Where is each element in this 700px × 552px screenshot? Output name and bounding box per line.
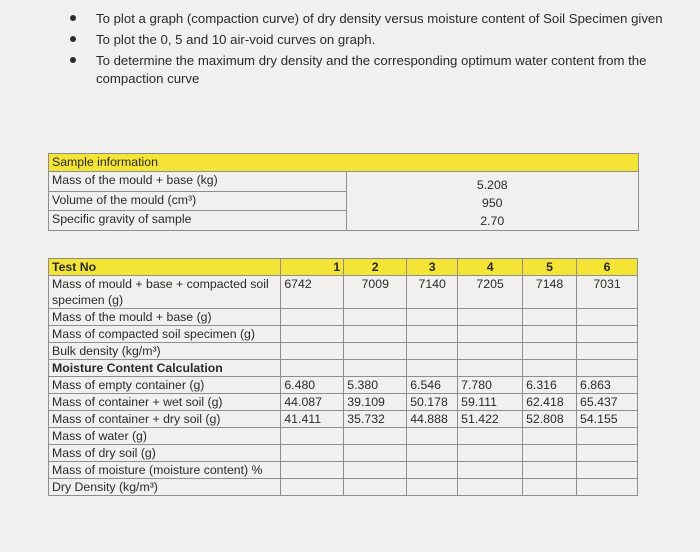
sample-value: 5.208 — [476, 178, 508, 192]
row-label: Bulk density (kg/m³) — [49, 343, 281, 360]
section-heading: Moisture Content Calculation — [49, 360, 281, 377]
row-label: Mass of moisture (moisture content) % — [49, 462, 281, 479]
test-number: 4 — [458, 259, 523, 276]
row-label: Mass of empty container (g) — [49, 377, 281, 394]
table-cell: 6.316 — [523, 377, 577, 394]
bullet-dot-icon — [70, 36, 76, 42]
row-label: Mass of compacted soil specimen (g) — [49, 326, 281, 343]
table-cell: 39.109 — [344, 394, 407, 411]
sample-label: Volume of the mould (cm³) — [49, 191, 347, 211]
sample-value: 950 — [481, 196, 503, 210]
sample-values-cell — [346, 172, 639, 231]
row-label: Mass of water (g) — [49, 428, 281, 445]
sample-header: Sample information — [49, 154, 639, 172]
objective-text: To determine the maximum dry density and the corresponding optimum water content from the compaction curve — [96, 53, 647, 86]
table-cell: 44.888 — [407, 411, 458, 428]
row-label: Mass of mould + base + compacted soil specimen (g) — [49, 276, 281, 309]
objective-text: To plot the 0, 5 and 10 air-void curves on graph. — [96, 32, 376, 47]
row-label: Dry Density (kg/m³) — [49, 479, 281, 496]
table-cell: 7205 — [458, 276, 523, 309]
table-cell: 65.437 — [577, 394, 638, 411]
bullet-dot-icon — [70, 15, 76, 21]
table-cell: 41.411 — [281, 411, 344, 428]
table-cell: 52.808 — [523, 411, 577, 428]
test-no-label: Test No — [49, 259, 281, 276]
row-label: Mass of container + dry soil (g) — [49, 411, 281, 428]
table-cell: 6.546 — [407, 377, 458, 394]
objective-item — [66, 31, 666, 49]
table-cell: 51.422 — [458, 411, 523, 428]
sample-label: Specific gravity of sample — [49, 211, 347, 231]
row-label: Mass of the mould + base (g) — [49, 309, 281, 326]
table-cell: 7009 — [344, 276, 407, 309]
table-cell: 6742 — [281, 276, 344, 309]
table-cell: 6.480 — [281, 377, 344, 394]
row-label: Mass of dry soil (g) — [49, 445, 281, 462]
test-number: 2 — [344, 259, 407, 276]
table-cell: 7.780 — [458, 377, 523, 394]
table-cell: 62.418 — [523, 394, 577, 411]
table-cell: 54.155 — [577, 411, 638, 428]
sample-value: 2.70 — [480, 214, 505, 228]
table-cell: 6.863 — [577, 377, 638, 394]
objective-text: To plot a graph (compaction curve) of dry density versus moisture content of Soil Specimen given — [96, 11, 663, 26]
test-number: 1 — [281, 259, 344, 276]
table-cell: 50.178 — [407, 394, 458, 411]
test-number: 5 — [523, 259, 577, 276]
sample-label: Mass of the mould + base (kg) — [49, 172, 347, 192]
objective-item — [66, 10, 666, 28]
objectives-list — [66, 10, 666, 91]
objective-item — [66, 52, 666, 88]
table-cell: 7140 — [407, 276, 458, 309]
sample-information-table — [48, 153, 639, 231]
test-data-table — [48, 258, 638, 496]
table-cell: 44.087 — [281, 394, 344, 411]
bullet-dot-icon — [70, 57, 76, 63]
table-cell: 35.732 — [344, 411, 407, 428]
table-cell: 7031 — [577, 276, 638, 309]
test-number: 3 — [407, 259, 458, 276]
row-label: Mass of container + wet soil (g) — [49, 394, 281, 411]
table-cell: 5.380 — [344, 377, 407, 394]
table-cell: 59.111 — [458, 394, 523, 411]
test-number: 6 — [577, 259, 638, 276]
table-cell: 7148 — [523, 276, 577, 309]
